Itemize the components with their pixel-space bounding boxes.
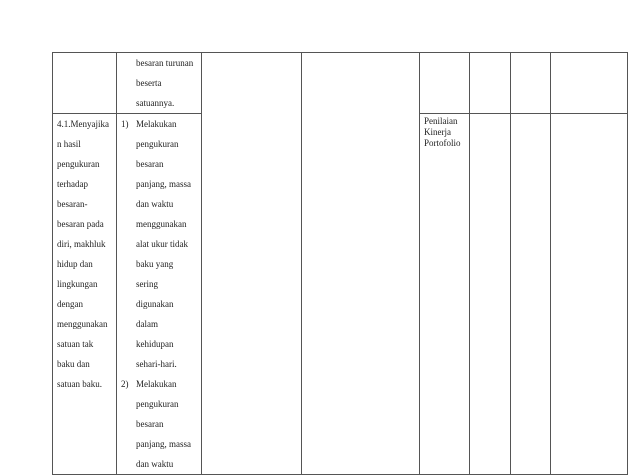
competency-line: satuan baku.	[57, 379, 102, 389]
competency-line: 4.1.Menyajika	[57, 119, 109, 129]
material-cell	[202, 53, 302, 475]
indicator-item	[117, 374, 201, 474]
indicator-line: besaran turunan	[136, 58, 194, 68]
extra-cell-empty	[551, 53, 628, 114]
assessment-line: Penilaian	[424, 116, 458, 126]
competency-line: menggunakan	[57, 319, 108, 329]
indicator-line: sehari-hari.	[136, 359, 177, 369]
competency-line: terhadap	[57, 179, 88, 189]
competency-line: satuan tak	[57, 339, 94, 349]
indicator-line: pengukuran	[136, 139, 179, 149]
syllabus-table	[52, 52, 628, 475]
indicator-line: dan waktu	[136, 199, 174, 209]
competency-line: besaran-	[57, 199, 88, 209]
assessment-cell	[420, 114, 470, 475]
competency-line: dengan	[57, 299, 83, 309]
indicator-line: panjang, massa	[136, 179, 191, 189]
source-cell	[511, 114, 551, 475]
competency-line: besaran pada	[57, 219, 104, 229]
indicator-line: sering	[136, 279, 158, 289]
assessment-cell-empty	[420, 53, 470, 114]
competency-cell	[53, 114, 117, 475]
competency-line: n hasil	[57, 139, 81, 149]
indicator-line: baku yang	[136, 259, 174, 269]
indicator-line: Melakukan	[136, 119, 177, 129]
indicator-line: beserta	[136, 78, 162, 88]
competency-line: pengukuran	[57, 159, 100, 169]
competency-cell-empty	[53, 53, 117, 114]
indicator-line: dan waktu	[136, 459, 174, 469]
indicator-line: alat ukur tidak	[136, 239, 188, 249]
time-cell	[470, 114, 511, 475]
indicator-line: digunakan	[136, 299, 174, 309]
indicator-item	[117, 114, 201, 374]
indicator-cell	[117, 114, 202, 475]
competency-line: baku dan	[57, 359, 90, 369]
time-cell-empty	[470, 53, 511, 114]
indicator-number: 1)	[121, 119, 129, 129]
indicator-number: 2)	[121, 379, 129, 389]
learning-activity-cell	[302, 53, 420, 475]
indicator-line: dalam	[136, 319, 158, 329]
indicator-line: pengukuran	[136, 399, 179, 409]
competency-line: hidup dan	[57, 259, 93, 269]
source-cell-empty	[511, 53, 551, 114]
indicator-line: menggunakan	[136, 219, 187, 229]
indicator-cell-continuation	[117, 53, 202, 114]
extra-cell	[551, 114, 628, 475]
indicator-line: besaran	[136, 419, 164, 429]
indicator-line: Melakukan	[136, 379, 177, 389]
assessment-line: Kinerja	[424, 127, 451, 137]
indicator-line: kehidupan	[136, 339, 174, 349]
competency-line: lingkungan	[57, 279, 98, 289]
indicator-line: panjang, massa	[136, 439, 191, 449]
indicator-list	[117, 114, 201, 474]
table-row-continuation	[53, 53, 628, 114]
competency-line: diri, makhluk	[57, 239, 106, 249]
indicator-line: besaran	[136, 159, 164, 169]
indicator-line: satuannya.	[136, 98, 175, 108]
assessment-line: Portofolio	[424, 138, 461, 148]
